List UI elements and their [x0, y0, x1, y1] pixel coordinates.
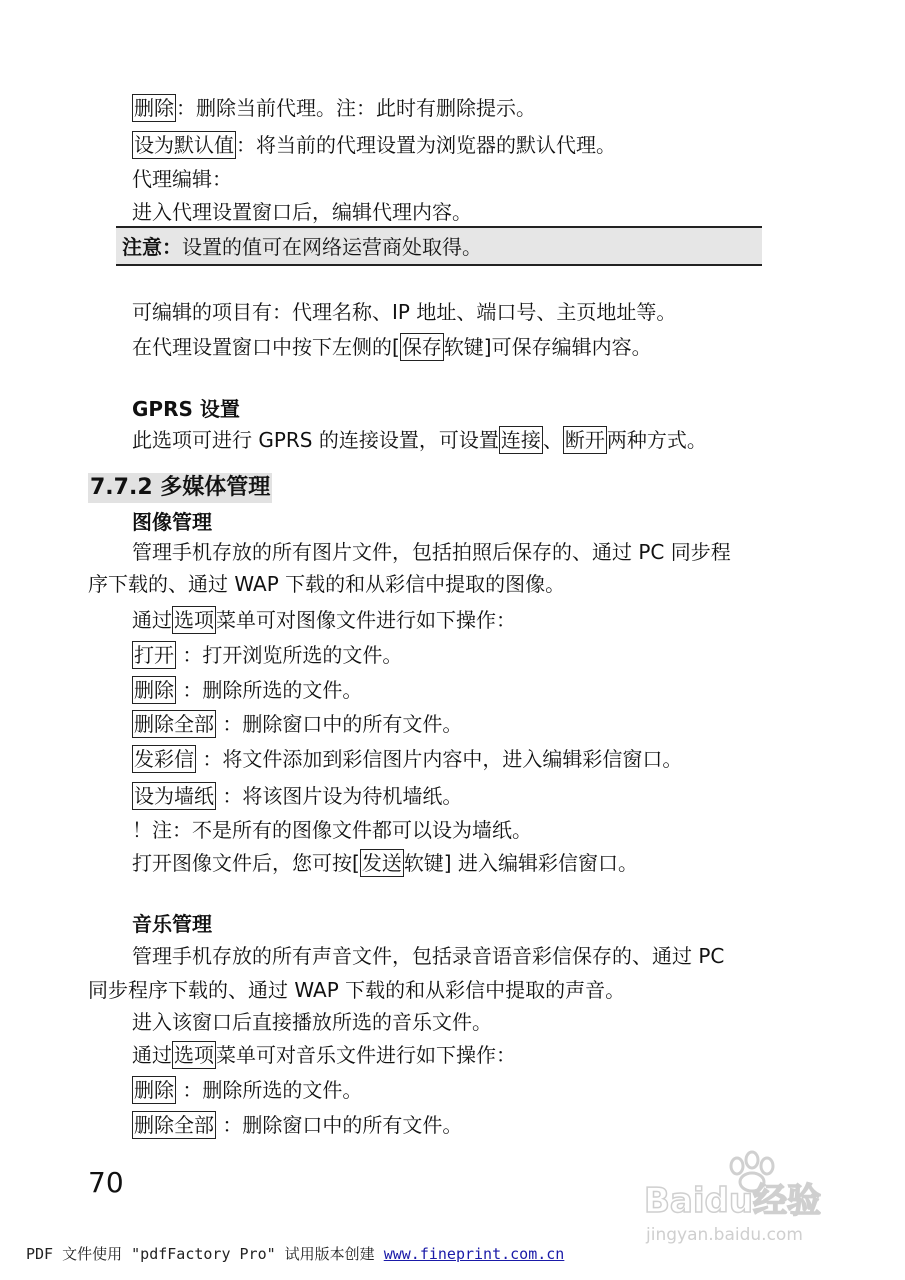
page-number: 70 [88, 1166, 124, 1199]
save-prefix: 在代理设置窗口中按下左侧的[ [132, 335, 400, 359]
music-options-suffix: 菜单可对音乐文件进行如下操作： [216, 1043, 516, 1067]
open-key-label: 打开 [134, 643, 174, 667]
save-instruction-line [132, 333, 652, 361]
set-default-key-label: 设为默认值 [134, 133, 234, 157]
music-delete-key-label: 删除 [134, 1078, 174, 1102]
send-suffix: 软键] 进入编辑彩信窗口。 [403, 851, 638, 875]
proxy-delete-text: ：删除当前代理。注：此时有删除提示。 [176, 96, 536, 120]
image-delete-all-text: ：删除窗口中的所有文件。 [222, 712, 463, 736]
music-delete-all-line [132, 1111, 462, 1139]
save-key-label: 保存 [401, 335, 442, 359]
watermark-text-main: Baidu经验 [644, 1181, 822, 1221]
music-options-line [132, 1041, 516, 1069]
note-line [122, 233, 482, 261]
proxy-default-line [132, 131, 616, 159]
image-open-line [132, 641, 402, 669]
pdf-footer [26, 1244, 564, 1264]
image-options-suffix: 菜单可对图像文件进行如下操作： [216, 608, 516, 632]
proxy-delete-line [132, 94, 536, 122]
send-mms-key-label: 发彩信 [134, 747, 194, 771]
editable-items-text: 可编辑的项目有：代理名称、IP 地址、端口号、主页地址等。 [132, 300, 677, 324]
watermark-text-url: jingyan.baidu.com [646, 1225, 803, 1245]
music-delete-line [132, 1076, 362, 1104]
image-delete-key-label: 删除 [134, 678, 174, 702]
disconnect-key-label: 断开 [564, 428, 605, 452]
music-para-line2: 同步程序下载的、通过 WAP 下载的和从彩信中提取的声音。 [88, 978, 626, 1002]
proxy-default-text: ：将当前的代理设置为浏览器的默认代理。 [236, 133, 616, 157]
music-delete-text: ：删除所选的文件。 [182, 1078, 363, 1102]
image-delete-all-key-label: 删除全部 [134, 712, 214, 736]
save-suffix: 软键]可保存编辑内容。 [443, 335, 652, 359]
image-delete-all-line [132, 710, 462, 738]
wallpaper-text: ：将该图片设为待机墙纸。 [222, 784, 463, 808]
gprs-text-line [132, 426, 707, 454]
image-mgmt-heading: 图像管理 [132, 510, 212, 534]
music-options-key-label: 选项 [174, 1043, 214, 1067]
image-delete-line [132, 676, 362, 704]
section-title: 7.7.2 多媒体管理 [88, 473, 272, 503]
gprs-suffix: 两种方式。 [606, 428, 707, 452]
music-para-line1: 管理手机存放的所有声音文件，包括录音语音彩信保存的、通过 PC [132, 944, 725, 968]
send-prefix: 打开图像文件后，您可按[ [132, 851, 360, 875]
wallpaper-line [132, 782, 462, 810]
music-mgmt-heading: 音乐管理 [132, 912, 212, 936]
note-text: 设置的值可在网络运营商处取得。 [182, 235, 482, 259]
footer-link[interactable]: www.fineprint.com.cn [383, 1245, 565, 1263]
image-para-line1: 管理手机存放的所有图片文件，包括拍照后保存的、通过 PC 同步程 [132, 540, 731, 564]
send-key-label: 发送 [361, 851, 402, 875]
gprs-heading: GPRS 设置 [132, 397, 240, 421]
note-box [116, 226, 762, 266]
image-options-prefix: 通过 [132, 608, 172, 632]
note-label: 注意： [122, 235, 182, 259]
send-instruction-line [132, 849, 638, 877]
image-options-line [132, 606, 516, 634]
music-delete-all-text: ：删除窗口中的所有文件。 [222, 1113, 463, 1137]
image-options-key-label: 选项 [174, 608, 214, 632]
music-options-prefix: 通过 [132, 1043, 172, 1067]
gprs-prefix: 此选项可进行 GPRS 的连接设置，可设置 [132, 428, 499, 452]
music-enter-text: 进入该窗口后直接播放所选的音乐文件。 [132, 1010, 492, 1034]
wallpaper-key-label: 设为墙纸 [134, 784, 214, 808]
music-delete-all-key-label: 删除全部 [134, 1113, 214, 1137]
send-mms-text: ：将文件添加到彩信图片内容中，进入编辑彩信窗口。 [202, 747, 683, 771]
send-mms-line [132, 745, 682, 773]
proxy-edit-text: 进入代理设置窗口后，编辑代理内容。 [132, 200, 472, 224]
open-text: ：打开浏览所选的文件。 [182, 643, 403, 667]
gprs-sep: 、 [542, 428, 563, 452]
image-para-line2: 序下载的、通过 WAP 下载的和从彩信中提取的图像。 [88, 572, 566, 596]
image-delete-text: ：删除所选的文件。 [182, 678, 363, 702]
baidu-jingyan-watermark [642, 1148, 882, 1248]
proxy-edit-heading: 代理编辑： [132, 167, 232, 191]
delete-key-label: 删除 [134, 96, 174, 120]
footer-text: PDF 文件使用 "pdfFactory Pro" 试用版本创建 [26, 1245, 384, 1263]
wallpaper-note: ！注：不是所有的图像文件都可以设为墙纸。 [132, 818, 532, 842]
connect-key-label: 连接 [500, 428, 541, 452]
